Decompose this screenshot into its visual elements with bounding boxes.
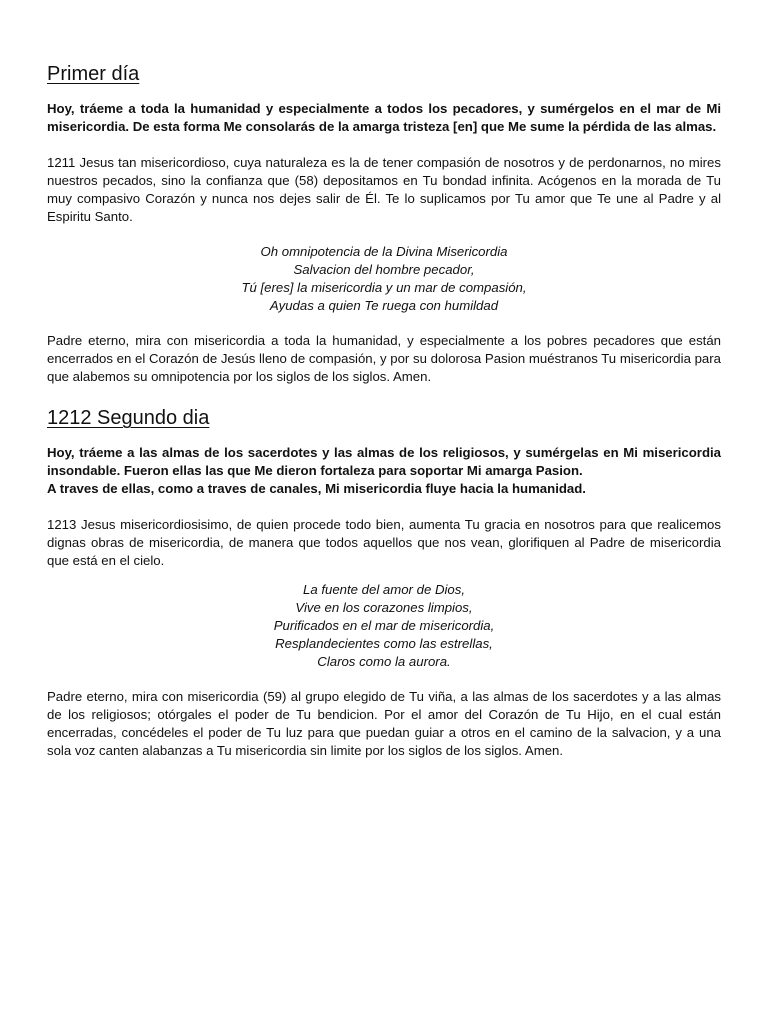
day1-prayer: 1211 Jesus tan misericordioso, cuya naturaleza es la de tener compasión de nosotros y de perdonarnos, no mires nuestros pecados, sino la confianza que (58) depositamos en Tu bondad infinita. Acógenos en la morada de Tu muy compasivo Corazón y nunca nos dejes salir de Él. Te lo suplicamos por Tu amor que Te une al Padre y al Espiritu Santo. bbox=[47, 155, 721, 224]
day2-intro bbox=[47, 444, 721, 498]
verse-line: Oh omnipotencia de la Divina Misericordia bbox=[260, 244, 508, 259]
day2-intro-line: Hoy, tráeme a las almas de los sacerdotes y las almas de los religiosos, y sumérgelas en Mi misericordia insondable. Fueron ellas las que Me dieron fortaleza para soportar Mi amarga Pasion. bbox=[47, 445, 721, 478]
verse-line: Tú [eres] la misericordia y un mar de compasión, bbox=[241, 280, 527, 295]
day2-intro-line: A traves de ellas, como a traves de canales, Mi misericordia fluye hacia la humanidad. bbox=[47, 481, 586, 496]
verse-line: Resplandecientes como las estrellas, bbox=[275, 636, 493, 651]
day1-verse bbox=[47, 243, 721, 315]
day1-closing-prayer: Padre eterno, mira con misericordia a toda la humanidad, y especialmente a los pobres pecadores que están encerrados en el Corazón de Jesús lleno de compasión, y por su dolorosa Pasion muéstranos Tu misericordia para que alabemos su omnipotencia por los siglos de los siglos. Amen. bbox=[47, 333, 721, 384]
document-body bbox=[47, 60, 721, 760]
day2-verse bbox=[47, 581, 721, 671]
verse-line: Ayudas a quien Te ruega con humildad bbox=[269, 298, 499, 313]
verse-line: Salvacion del hombre pecador, bbox=[293, 262, 475, 277]
day1-intro: Hoy, tráeme a toda la humanidad y especialmente a todos los pecadores, y sumérgelos en el mar de Mi misericordia. De esta forma Me consolarás de la amarga tristeza [en] que Me sume la pérdida de las almas. bbox=[47, 101, 721, 134]
day2-prayer: 1213 Jesus misericordiosisimo, de quien procede todo bien, aumenta Tu gracia en nosotros para que realicemos dignas obras de misericordia, de manera que todos aquellos que nos vean, glorifiquen al Padre de misericordia que está en el cielo. bbox=[47, 517, 721, 568]
verse-line: Vive en los corazones limpios, bbox=[295, 600, 473, 615]
verse-line: Purificados en el mar de misericordia, bbox=[273, 618, 495, 633]
verse-line: La fuente del amor de Dios, bbox=[302, 582, 465, 597]
verse-line: Claros como la aurora. bbox=[317, 654, 451, 669]
day1-heading: Primer día bbox=[47, 63, 140, 85]
day2-closing-prayer: Padre eterno, mira con misericordia (59) al grupo elegido de Tu viña, a las almas de los sacerdotes y a las almas de los religiosos; otórgales el poder de Tu bendicion. Por el amor del Corazón de Tu Hijo, en el cual están encerradas, concédeles el poder de Tu luz para que puedan guiar a otros en el camino de la salvacion, y a una sola voz canten alabanzas a Tu misericordia sin limite por los siglos de los siglos. Amen. bbox=[47, 689, 721, 758]
day2-heading: 1212 Segundo dia bbox=[47, 407, 210, 429]
